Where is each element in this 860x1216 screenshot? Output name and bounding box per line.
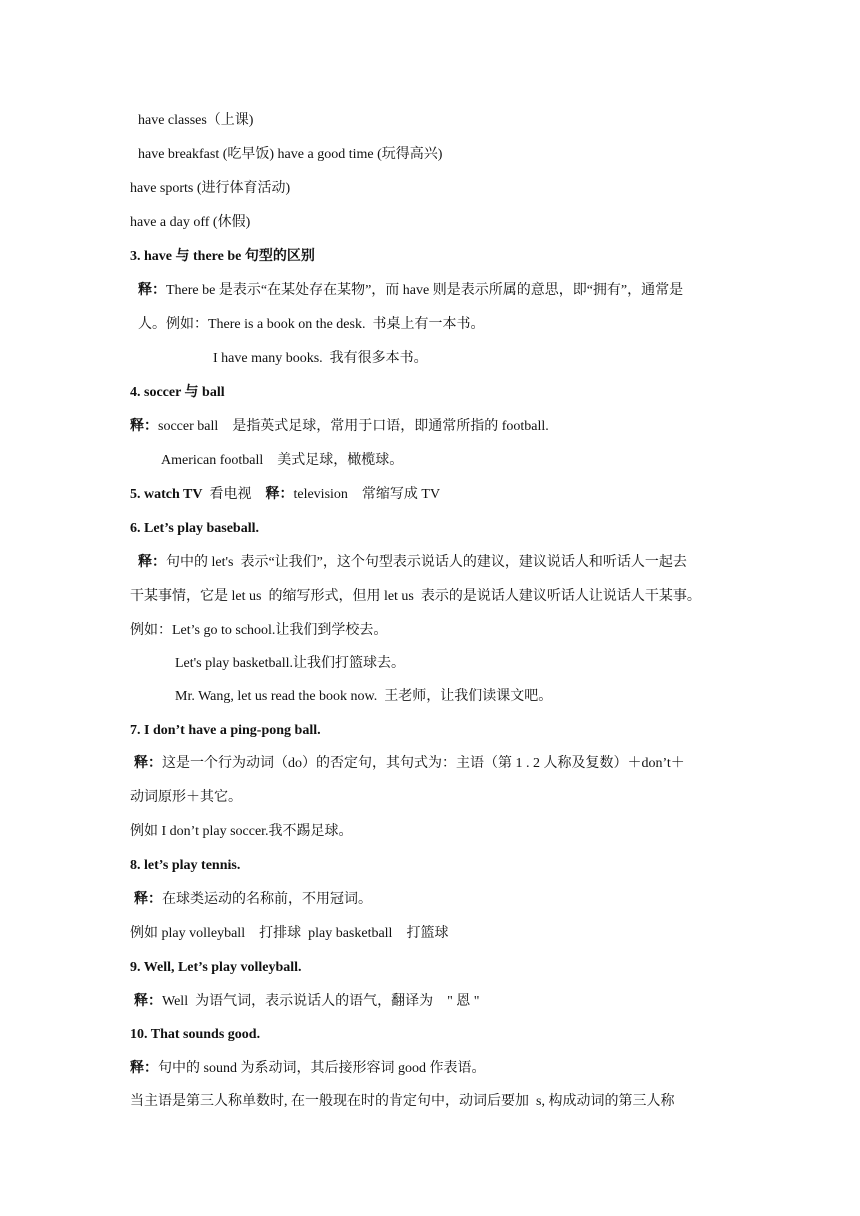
explanation-label: 释： — [134, 892, 162, 907]
text-line: Mr. Wang, let us read the book now. 王老师，让我们读课文吧。 — [175, 689, 553, 704]
text-line: 干某事情，它是 let us 的缩写形式，但用 let us 表示的是说话人建议听话人让说话人干某事。 — [130, 589, 701, 604]
explanation-text: There be 是表示“在某处存在某物”，而 have 则是表示所属的意思，即“拥有”，通常是 — [166, 283, 684, 298]
section-heading: 3. have 与 there be 句型的区别 — [130, 249, 315, 264]
explanation-text: television 常缩写成 TV — [293, 487, 441, 502]
explanation-label: 释： — [134, 756, 162, 771]
text-line: I have many books. 我有很多本书。 — [213, 351, 428, 366]
text-line: American football 美式足球，橄榄球。 — [161, 453, 404, 468]
explanation-text: 句中的 sound 为系动词，其后接形容词 good 作表语。 — [158, 1061, 486, 1076]
explanation-line — [134, 890, 372, 910]
explanation-line — [138, 281, 683, 301]
text-line: 当主语是第三人称单数时, 在一般现在时的肯定句中，动词后要加 s, 构成动词的第三人称 — [130, 1094, 675, 1109]
section-heading: 6. Let’s play baseball. — [130, 521, 259, 536]
text-line: 动词原形＋其它。 — [130, 790, 242, 805]
text-line: 例如：Let’s go to school.让我们到学校去。 — [130, 623, 388, 638]
explanation-label: 释： — [265, 487, 294, 502]
explanation-label: 释： — [138, 555, 166, 570]
text-line: have a day off (休假) — [130, 215, 251, 230]
explanation-line — [130, 417, 549, 437]
text-line: 例如 I don’t play soccer.我不踢足球。 — [130, 824, 353, 839]
text-line: 例如 play volleyball 打排球 play basketball 打篮球 — [130, 926, 449, 941]
explanation-label: 释： — [130, 1061, 158, 1076]
explanation-line — [134, 992, 480, 1012]
explanation-text: Well 为语气词，表示说话人的语气，翻译为 " 恩 " — [162, 994, 480, 1009]
text-line: Let's play basketball.让我们打篮球去。 — [175, 656, 405, 671]
explanation-text: 句中的 let's 表示“让我们”，这个句型表示说话人的建议，建议说话人和听话人一起去 — [166, 555, 687, 570]
explanation-label: 释： — [134, 994, 162, 1009]
explanation-text: 这是一个行为动词（do）的否定句，其句式为：主语（第 1 . 2 人称及复数）＋don’t＋ — [162, 756, 685, 771]
section-heading: 9. Well, Let’s play volleyball. — [130, 960, 302, 975]
section-heading: 7. I don’t have a ping-pong ball. — [130, 723, 321, 738]
explanation-line — [138, 553, 687, 573]
explanation-line — [134, 754, 685, 774]
text-line: have sports (进行体育活动) — [130, 181, 291, 196]
text-line: 人。例如：There is a book on the desk. 书桌上有一本书。 — [138, 317, 485, 332]
section-heading: 4. soccer 与 ball — [130, 385, 225, 400]
explanation-text: soccer ball 是指英式足球，常用于口语，即通常所指的 football. — [158, 419, 549, 434]
explanation-label: 释： — [130, 419, 158, 434]
explanation-text: 在球类运动的名称前，不用冠词。 — [162, 892, 372, 907]
heading-bold-text: 5. watch TV — [130, 487, 203, 502]
heading-text: 看电视 — [202, 487, 266, 502]
explanation-line — [130, 1059, 485, 1079]
explanation-label: 释： — [138, 283, 166, 298]
text-line: have classes（上课) — [138, 113, 254, 128]
section-heading: 10. That sounds good. — [130, 1027, 261, 1042]
section-heading: 8. let’s play tennis. — [130, 858, 241, 873]
text-line: have breakfast (吃早饭) have a good time (玩得高兴) — [138, 147, 443, 162]
section-heading — [130, 485, 440, 505]
